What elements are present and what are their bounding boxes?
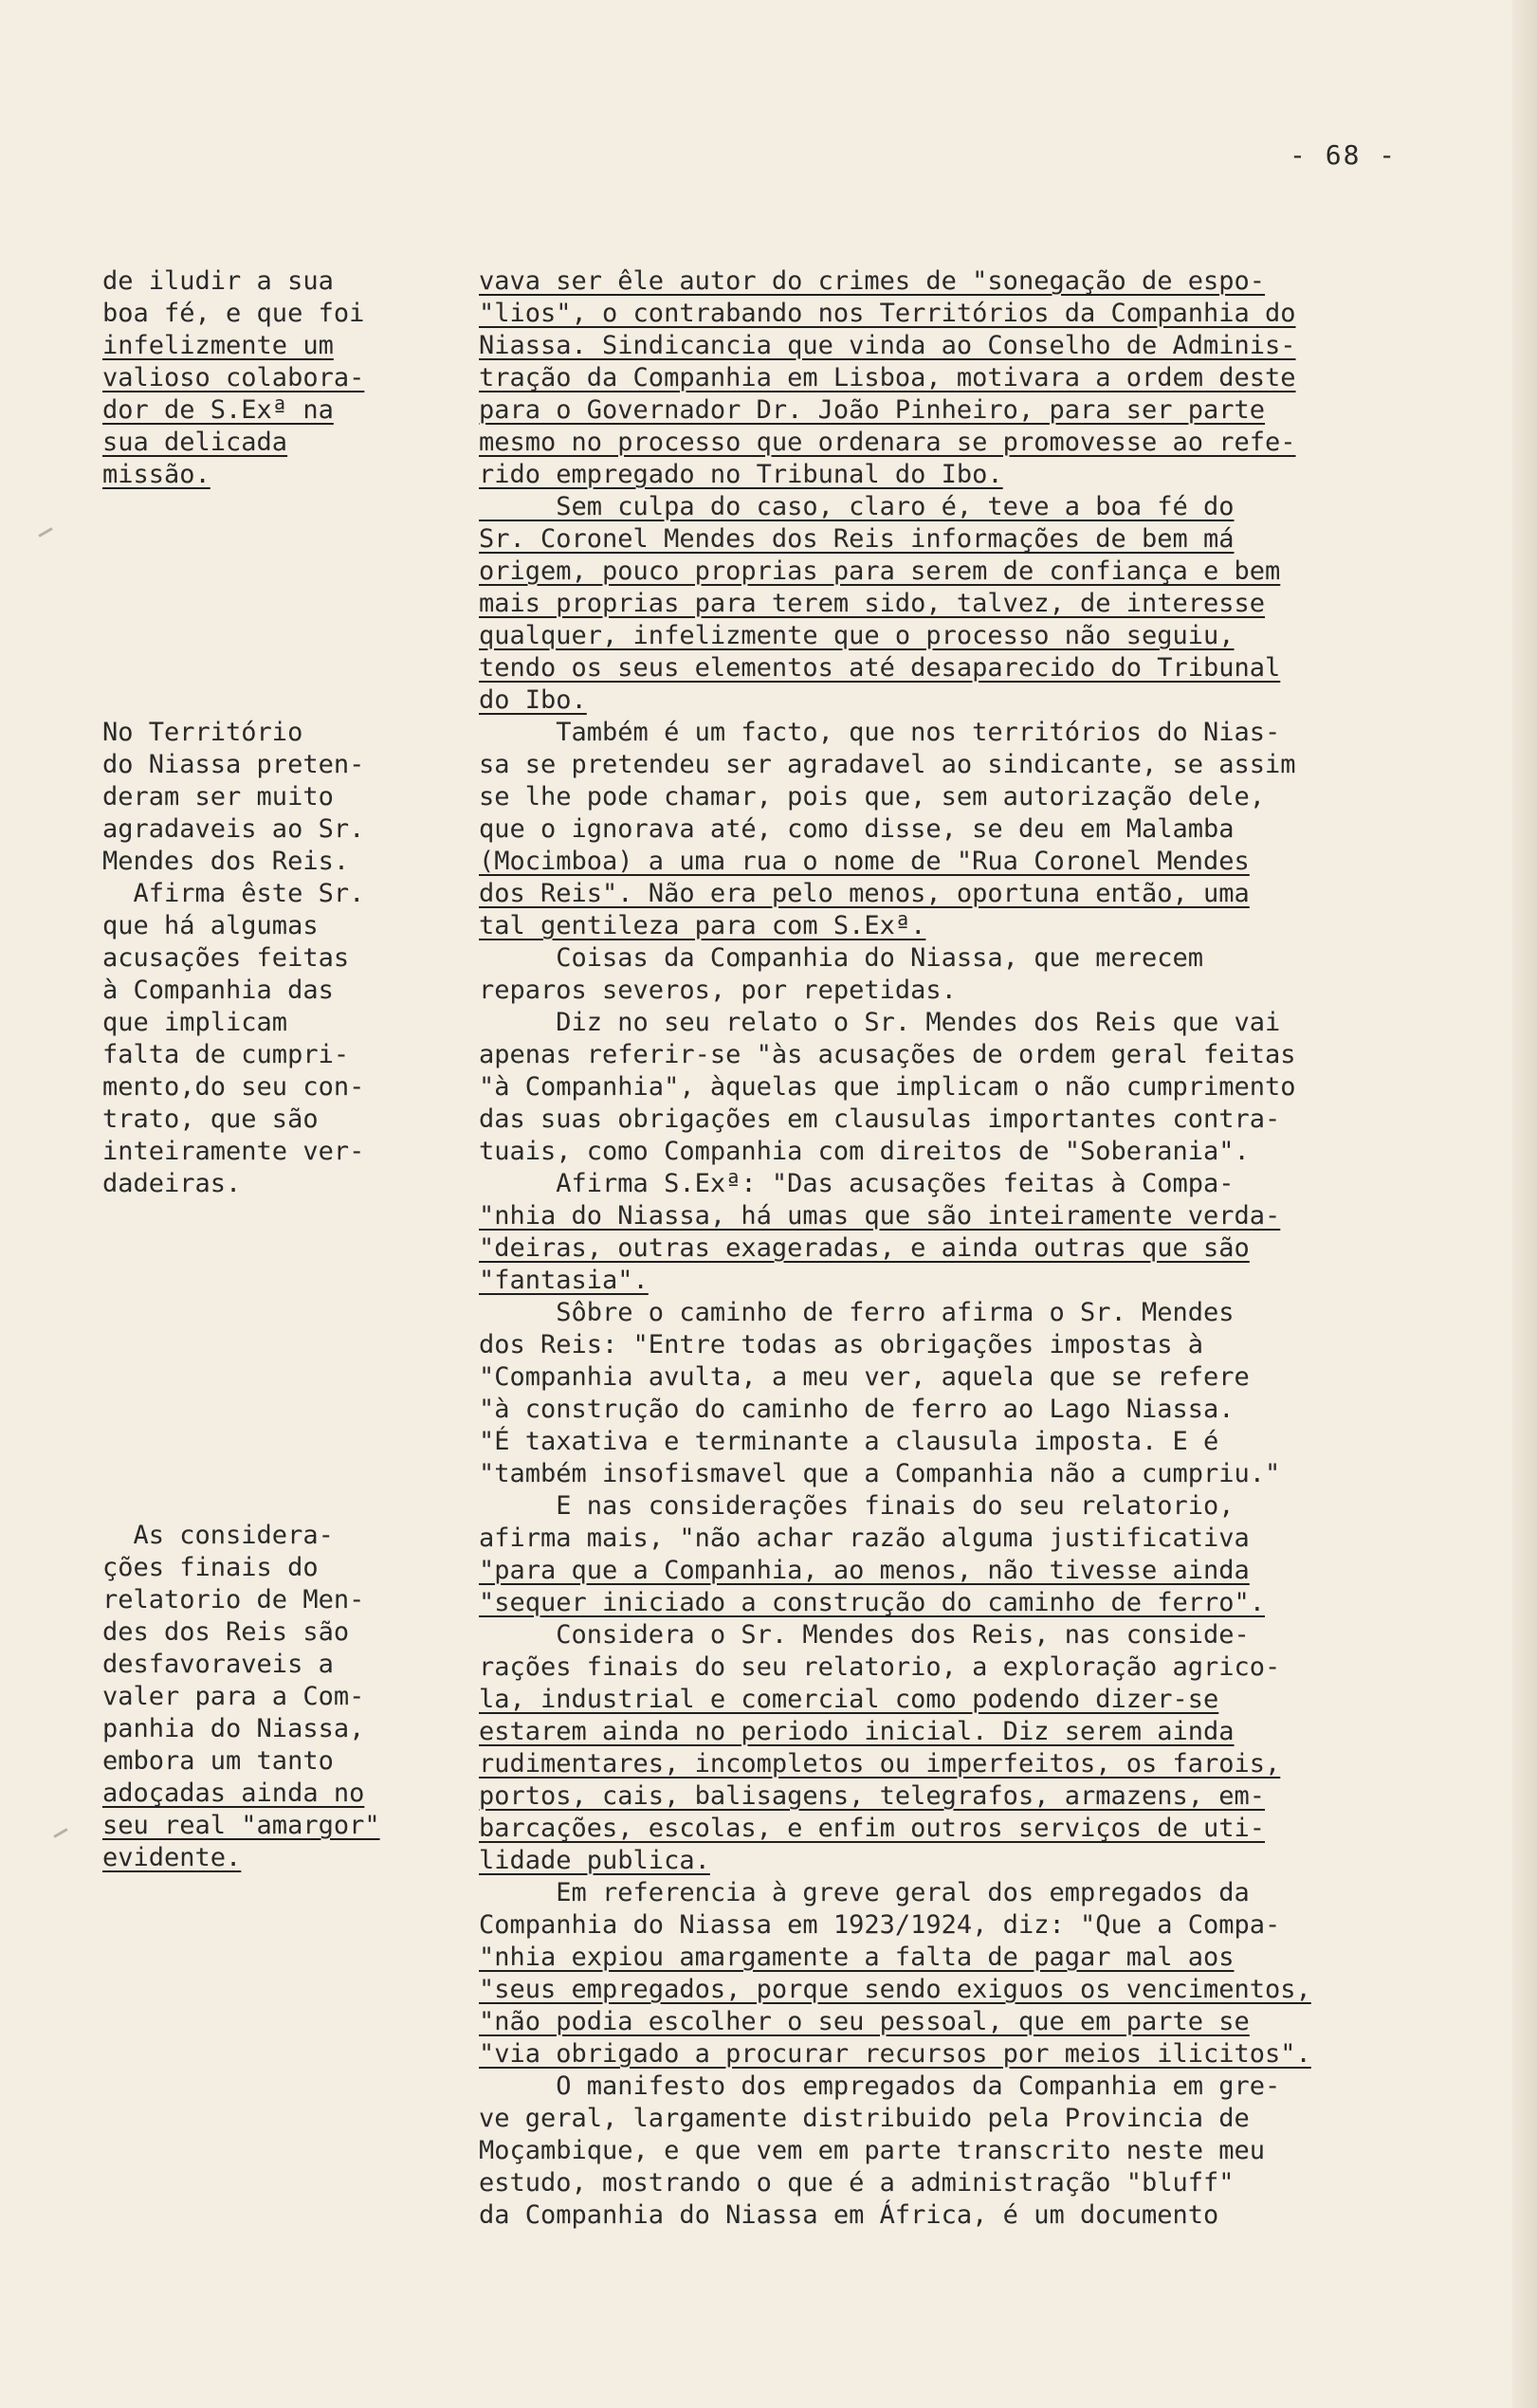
text-line: Sem culpa do caso, claro é, teve a boa fé do xyxy=(479,492,1235,521)
text-line: qualquer, infelizmente que o processo não seguiu, xyxy=(479,621,1235,650)
text-line: acusações feitas xyxy=(102,943,350,973)
text-line: que implicam xyxy=(102,1008,288,1037)
text-line: valioso colabora- xyxy=(102,363,365,392)
text-line: barcações, escolas, e enfim outros serviços de uti- xyxy=(479,1814,1266,1843)
text-line: tal gentileza para com S.Exª. xyxy=(479,911,926,940)
text-line: agradaveis ao Sr. xyxy=(102,814,365,844)
text-line: falta de cumpri- xyxy=(102,1040,350,1069)
text-line: Afirma êste Sr. xyxy=(102,879,365,908)
text-line: Sr. Coronel Mendes dos Reis informações de bem má xyxy=(479,524,1235,554)
text-line: dos Reis". Não era pelo menos, oportuna então, uma xyxy=(479,879,1250,908)
text-line: ções finais do xyxy=(102,1553,319,1582)
text-line: tendo os seus elementos até desaparecido do Tribunal xyxy=(479,653,1281,683)
text-line: para o Governador Dr. João Pinheiro, para ser parte xyxy=(479,395,1266,425)
text-line: afirma mais, "não achar razão alguma justificativa xyxy=(479,1523,1250,1553)
text-line: "à construção do caminho de ferro ao Lago Niassa. xyxy=(479,1395,1235,1424)
text-line: mais proprias para terem sido, talvez, de interesse xyxy=(479,589,1266,618)
text-line: se lhe pode chamar, pois que, sem autorização dele, xyxy=(479,782,1266,812)
text-line: do Ibo. xyxy=(479,685,587,715)
text-line: que o ignorava até, como disse, se deu em Malamba xyxy=(479,814,1235,844)
text-line: No Território xyxy=(102,718,303,747)
text-line: (Mocimboa) a uma rua o nome de "Rua Coronel Mendes xyxy=(479,847,1250,876)
margin-note-2 xyxy=(102,1520,463,1874)
text-line: "também insofismavel que a Companhia não a cumpriu." xyxy=(479,1459,1281,1488)
text-line: das suas obrigações em clausulas importantes contra- xyxy=(479,1104,1281,1134)
text-line: Em referencia à greve geral dos empregados da xyxy=(479,1878,1250,1907)
text-line: ve geral, largamente distribuido pela Provincia de xyxy=(479,2104,1250,2133)
text-line: boa fé, e que foi xyxy=(102,299,365,328)
text-line: relatorio de Men- xyxy=(102,1585,365,1614)
text-line: inteiramente ver- xyxy=(102,1137,365,1166)
text-line: Sôbre o caminho de ferro afirma o Sr. Mendes xyxy=(479,1298,1235,1327)
text-line: "não podia escolher o seu pessoal, que em parte se xyxy=(479,2007,1250,2036)
page-edge-shadow xyxy=(1512,0,1537,2408)
text-line: Niassa. Sindicancia que vinda ao Conselho de Adminis- xyxy=(479,331,1296,360)
text-line: rido empregado no Tribunal do Ibo. xyxy=(479,460,1003,489)
margin-note-0 xyxy=(102,265,463,491)
text-line: seu real "amargor" xyxy=(102,1811,380,1840)
text-line: sua delicada xyxy=(102,428,288,457)
text-line: portos, cais, balisagens, telegrafos, armazens, em- xyxy=(479,1781,1266,1811)
text-line: valer para a Com- xyxy=(102,1682,365,1711)
text-line: estudo, mostrando o que é a administração "bluff" xyxy=(479,2168,1235,2198)
text-line: dos Reis: "Entre todas as obrigações impostas à xyxy=(479,1330,1204,1359)
text-line: infelizmente um xyxy=(102,331,334,360)
text-line: evidente. xyxy=(102,1843,242,1872)
text-line: adoçadas ainda no xyxy=(102,1779,365,1808)
text-line: à Companhia das xyxy=(102,976,334,1005)
text-line: de iludir a sua xyxy=(102,266,334,296)
text-line: dadeiras. xyxy=(102,1169,242,1198)
scan-mark xyxy=(38,527,52,538)
text-line: "à Companhia", àquelas que implicam o não cumprimento xyxy=(479,1072,1296,1102)
text-line: missão. xyxy=(102,460,210,489)
text-line: As considera- xyxy=(102,1521,334,1550)
text-line: Coisas da Companhia do Niassa, que merecem xyxy=(479,943,1204,973)
text-line: mesmo no processo que ordenara se promovesse ao refe- xyxy=(479,428,1296,457)
text-line: "seus empregados, porque sendo exiguos os vencimentos, xyxy=(479,1975,1311,2004)
margin-note-1 xyxy=(102,717,463,1200)
text-line: rudimentares, incompletos ou imperfeitos, os farois, xyxy=(479,1749,1281,1779)
text-line: sa se pretendeu ser agradavel ao sindicante, se assim xyxy=(479,750,1296,779)
text-line: deram ser muito xyxy=(102,782,334,812)
text-line: desfavoraveis a xyxy=(102,1650,334,1679)
text-line: O manifesto dos empregados da Companhia em gre- xyxy=(479,2071,1281,2101)
text-line: des dos Reis são xyxy=(102,1617,350,1647)
text-line: lidade publica. xyxy=(479,1846,710,1875)
main-text-column xyxy=(479,265,1503,2232)
text-line: "Companhia avulta, a meu ver, aquela que se refere xyxy=(479,1362,1250,1392)
text-line: "É taxativa e terminante a clausula imposta. E é xyxy=(479,1427,1219,1456)
text-line: estarem ainda no periodo inicial. Diz serem ainda xyxy=(479,1717,1235,1746)
text-line: Considera o Sr. Mendes dos Reis, nas conside- xyxy=(479,1620,1250,1650)
text-line: "para que a Companhia, ao menos, não tivesse ainda xyxy=(479,1556,1250,1585)
text-line: que há algumas xyxy=(102,911,319,940)
text-line: "sequer iniciado a construção do caminho de ferro". xyxy=(479,1588,1266,1617)
text-line: embora um tanto xyxy=(102,1746,334,1776)
text-line: "nhia expiou amargamente a falta de pagar mal aos xyxy=(479,1943,1235,1972)
text-line: "deiras, outras exageradas, e ainda outras que são xyxy=(479,1233,1250,1263)
text-line: trato, que são xyxy=(102,1104,319,1134)
scan-mark xyxy=(53,1828,67,1838)
text-line: Afirma S.Exª: "Das acusações feitas à Compa- xyxy=(479,1169,1235,1198)
text-line: dor de S.Exª na xyxy=(102,395,334,425)
text-line: Também é um facto, que nos territórios do Nias- xyxy=(479,718,1281,747)
text-line: reparos severos, por repetidas. xyxy=(479,976,957,1005)
text-line: la, industrial e comercial como podendo dizer-se xyxy=(479,1685,1219,1714)
text-line: panhia do Niassa, xyxy=(102,1714,365,1743)
text-line: Mendes dos Reis. xyxy=(102,847,350,876)
text-line: mento,do seu con- xyxy=(102,1072,365,1102)
text-line: da Companhia do Niassa em África, é um documento xyxy=(479,2200,1219,2230)
text-line: rações finais do seu relatorio, a exploração agrico- xyxy=(479,1652,1281,1682)
text-line: "fantasia". xyxy=(479,1266,649,1295)
text-line: Companhia do Niassa em 1923/1924, diz: "Que a Compa- xyxy=(479,1910,1281,1940)
text-line: tuais, como Companhia com direitos de "Soberania". xyxy=(479,1137,1250,1166)
text-line: E nas considerações finais do seu relatorio, xyxy=(479,1491,1235,1521)
text-line: Moçambique, e que vem em parte transcrito neste meu xyxy=(479,2136,1266,2165)
text-line: do Niassa preten- xyxy=(102,750,365,779)
text-line: tração da Companhia em Lisboa, motivara a ordem deste xyxy=(479,363,1296,392)
text-line: "lios", o contrabando nos Territórios da Companhia do xyxy=(479,299,1296,328)
text-line: apenas referir-se "às acusações de ordem geral feitas xyxy=(479,1040,1296,1069)
text-line: Diz no seu relato o Sr. Mendes dos Reis que vai xyxy=(479,1008,1281,1037)
text-line: origem, pouco proprias para serem de confiança e bem xyxy=(479,556,1281,586)
text-line: vava ser êle autor do crimes de "sonegação de espo- xyxy=(479,266,1266,296)
text-line: "via obrigado a procurar recursos por meios ilicitos". xyxy=(479,2039,1311,2069)
page-number: - 68 - xyxy=(1290,139,1398,171)
text-line: "nhia do Niassa, há umas que são inteiramente verda- xyxy=(479,1201,1281,1231)
